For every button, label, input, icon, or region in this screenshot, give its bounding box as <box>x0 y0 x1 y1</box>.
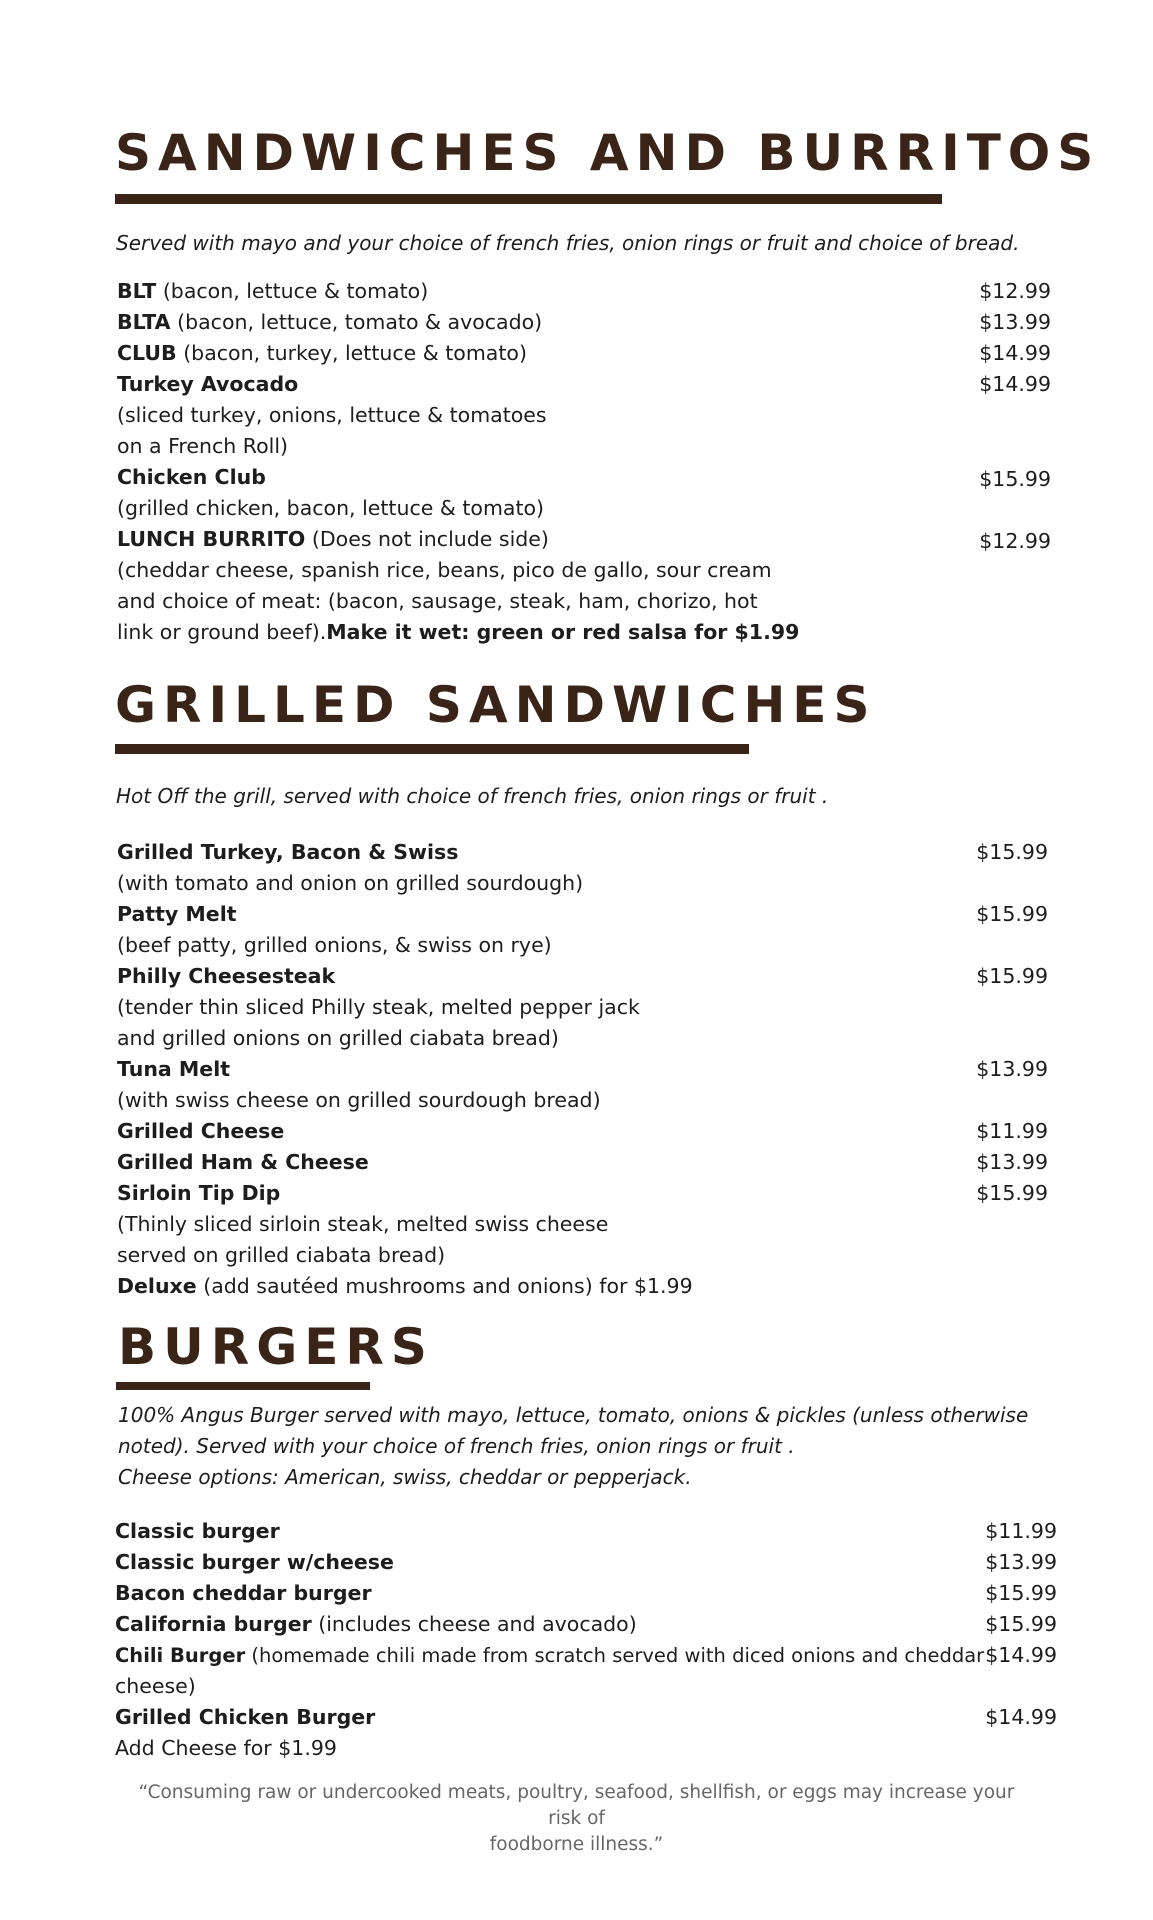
item-name: Grilled Turkey, Bacon & Swiss <box>117 840 459 864</box>
item-description: (bacon, turkey, lettuce & tomato) <box>183 341 527 365</box>
item-name: Philly Cheesesteak <box>117 964 336 988</box>
menu-item-california-burger <box>115 1609 637 1640</box>
item-name: Sirloin Tip Dip <box>117 1181 281 1205</box>
item-price: $13.99 <box>976 1057 1048 1081</box>
item-description: (Thinly sliced sirloin steak, melted swiss cheese <box>117 1212 609 1236</box>
item-description: (tender thin sliced Philly steak, melted pepper jack <box>117 995 640 1019</box>
menu-item-blt <box>117 276 428 307</box>
item-description: (add sautéed mushrooms and onions) for $1.99 <box>203 1274 693 1298</box>
menu-item-classic-burger <box>115 1516 280 1547</box>
item-price: $14.99 <box>985 1705 1057 1729</box>
item-name: Chicken Club <box>117 465 266 489</box>
item-price: $11.99 <box>985 1519 1057 1543</box>
item-name: California burger <box>115 1612 312 1636</box>
item-price: $15.99 <box>979 467 1051 491</box>
item-price: $13.99 <box>979 310 1051 334</box>
item-name: Patty Melt <box>117 902 237 926</box>
item-price: $15.99 <box>985 1612 1057 1636</box>
item-description: served on grilled ciabata bread) <box>117 1243 446 1267</box>
item-name: Turkey Avocado <box>117 372 299 396</box>
item-price: $11.99 <box>976 1119 1048 1143</box>
item-description: (cheddar cheese, spanish rice, beans, pico de gallo, sour cream <box>117 558 772 582</box>
item-price: $14.99 <box>979 341 1051 365</box>
menu-item-philly-cheesesteak <box>117 961 335 992</box>
item-description: (Does not include side) <box>311 527 549 551</box>
disclaimer-line: “Consuming raw or undercooked meats, poultry, seafood, shellfish, or eggs may increase your risk of <box>138 1782 1015 1829</box>
menu-item-tuna-melt <box>117 1054 230 1085</box>
item-name: Bacon cheddar burger <box>115 1581 372 1605</box>
menu-item-grilled-ham-cheese <box>117 1147 369 1178</box>
item-name: Tuna Melt <box>117 1057 231 1081</box>
item-name: Grilled Cheese <box>117 1119 285 1143</box>
item-description: and choice of meat: (bacon, sausage, steak, ham, chorizo, hot <box>117 589 758 613</box>
item-description: (with tomato and onion on grilled sourdough) <box>117 871 584 895</box>
menu-item-lunch-burrito <box>117 524 549 555</box>
menu-item-grilled-chicken-burger <box>115 1702 375 1733</box>
menu-item-chili-burger <box>115 1640 984 1671</box>
item-name: Chili Burger <box>115 1644 246 1667</box>
item-description: (homemade chili made from scratch served with diced onions and cheddar <box>251 1644 985 1667</box>
item-price: $14.99 <box>979 372 1051 396</box>
item-name: Grilled Chicken Burger <box>115 1705 376 1729</box>
section-divider <box>115 194 942 204</box>
item-price: $15.99 <box>976 964 1048 988</box>
section-divider <box>115 744 749 754</box>
section-intro: Cheese options: American, swiss, cheddar or pepperjack. <box>118 1465 692 1489</box>
item-description: (sliced turkey, onions, lettuce & tomatoes <box>117 403 547 427</box>
menu-item-deluxe <box>117 1271 693 1302</box>
item-name: Grilled Ham & Cheese <box>117 1150 369 1174</box>
section-title-grilled-sandwiches: GRILLED SANDWICHES <box>115 676 877 734</box>
item-price: $12.99 <box>979 529 1051 553</box>
item-price: $12.99 <box>979 279 1051 303</box>
item-price: $13.99 <box>976 1150 1048 1174</box>
item-description: cheese) <box>115 1674 196 1698</box>
item-price: $14.99 <box>985 1643 1057 1667</box>
item-name: BLT <box>117 279 157 303</box>
item-name: LUNCH BURRITO <box>117 527 306 551</box>
item-description: (with swiss cheese on grilled sourdough bread) <box>117 1088 601 1112</box>
item-price: $15.99 <box>976 1181 1048 1205</box>
item-name: BLTA <box>117 310 171 334</box>
item-price: $15.99 <box>976 840 1048 864</box>
section-divider <box>116 1382 370 1390</box>
section-title-burgers: BURGERS <box>118 1318 434 1376</box>
item-price: $13.99 <box>985 1550 1057 1574</box>
item-name: Classic burger w/cheese <box>115 1550 394 1574</box>
menu-item-blta <box>117 307 542 338</box>
menu-item-bacon-cheddar-burger <box>115 1578 372 1609</box>
menu-item-club <box>117 338 527 369</box>
item-upsell-note: Make it wet: green or red salsa for $1.99 <box>326 620 800 644</box>
item-description: and grilled onions on grilled ciabata bread) <box>117 1026 559 1050</box>
section-intro: noted). Served with your choice of french fries, onion rings or fruit . <box>118 1434 795 1458</box>
menu-item-grilled-cheese <box>117 1116 284 1147</box>
menu-item-patty-melt <box>117 899 237 930</box>
disclaimer-line: foodborne illness.” <box>489 1834 664 1855</box>
menu-item-turkey-avocado <box>117 369 298 400</box>
item-name: Deluxe <box>117 1274 197 1298</box>
item-name: CLUB <box>117 341 177 365</box>
item-description: on a French Roll) <box>117 434 289 458</box>
add-cheese-option: Add Cheese for $1.99 <box>115 1736 337 1760</box>
item-description: (beef patty, grilled onions, & swiss on rye) <box>117 933 552 957</box>
section-intro: Served with mayo and your choice of french fries, onion rings or fruit and choice of bread. <box>116 231 1020 255</box>
item-description <box>117 617 799 648</box>
section-title-sandwiches-and-burritos: SANDWICHES AND BURRITOS <box>115 124 1101 182</box>
section-intro: Hot Off the grill, served with choice of french fries, onion rings or fruit . <box>116 784 829 808</box>
item-description: (grilled chicken, bacon, lettuce & tomato) <box>117 496 545 520</box>
menu-item-chicken-club <box>117 462 266 493</box>
item-description: (includes cheese and avocado) <box>318 1612 637 1636</box>
item-description-end: link or ground beef). <box>117 620 327 644</box>
item-description: (bacon, lettuce, tomato & avocado) <box>177 310 543 334</box>
item-name: Classic burger <box>115 1519 280 1543</box>
item-price: $15.99 <box>985 1581 1057 1605</box>
menu-item-sirloin-tip-dip <box>117 1178 280 1209</box>
menu-item-grilled-turkey <box>117 837 458 868</box>
food-safety-disclaimer <box>130 1780 1023 1858</box>
item-description: (bacon, lettuce & tomato) <box>162 279 429 303</box>
menu-item-classic-burger-cheese <box>115 1547 394 1578</box>
section-intro: 100% Angus Burger served with mayo, lettuce, tomato, onions & pickles (unless otherwise <box>118 1403 1029 1427</box>
item-price: $15.99 <box>976 902 1048 926</box>
